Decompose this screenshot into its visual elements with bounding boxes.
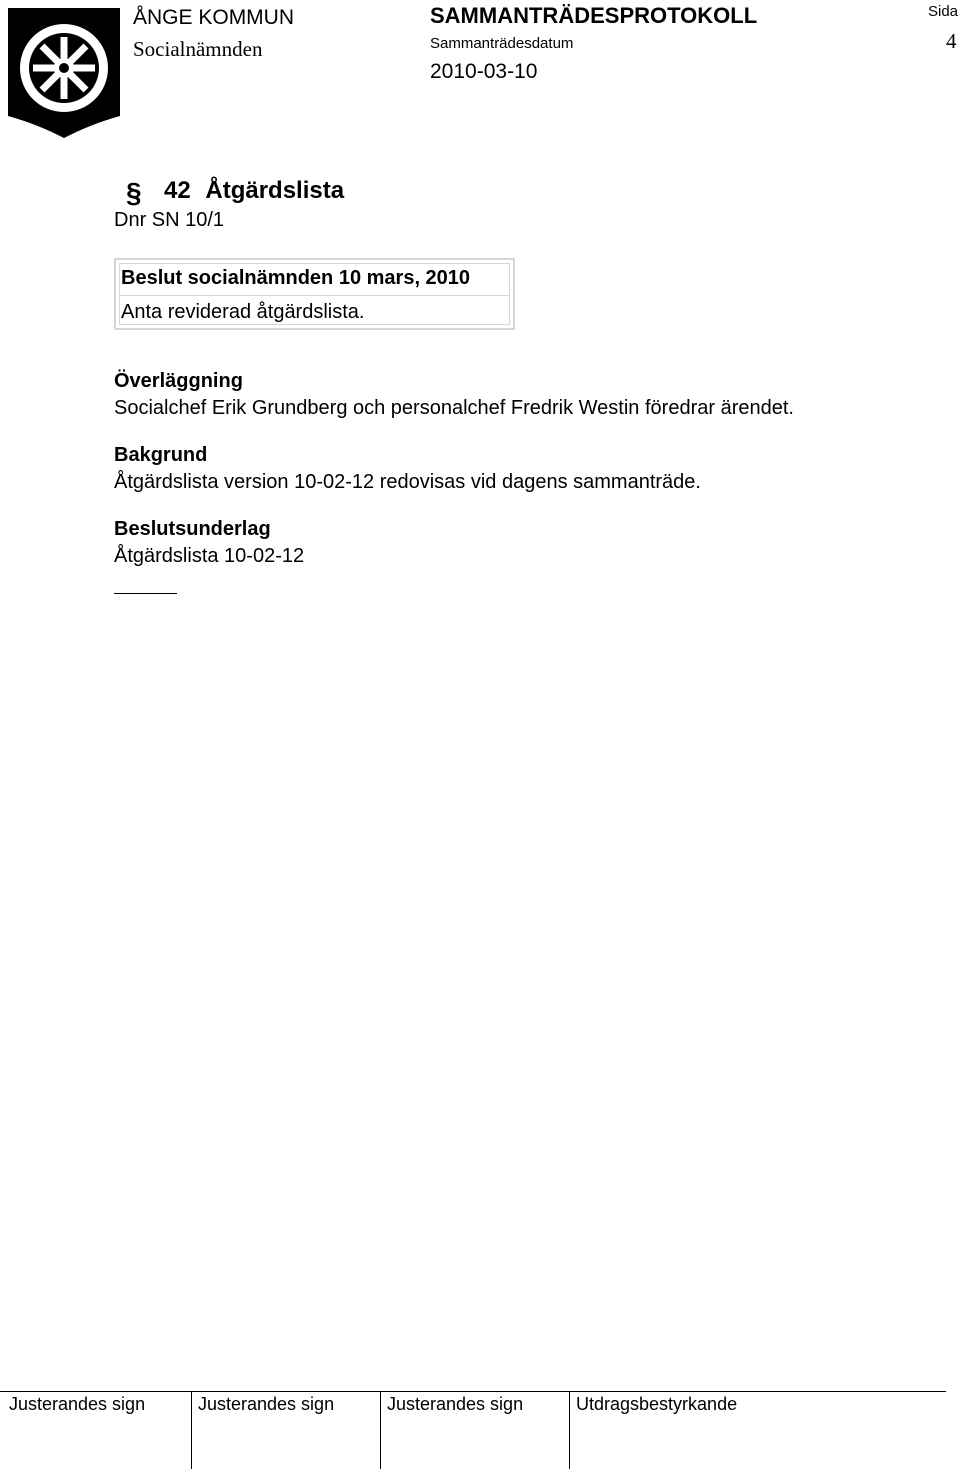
municipality-name: ÅNGE KOMMUN (133, 6, 295, 29)
meeting-date-label: Sammanträdesdatum (430, 35, 574, 52)
section-heading-decision-basis: Beslutsunderlag (114, 518, 271, 540)
case-number: Dnr SN 10/1 (114, 209, 225, 231)
document-title: SAMMANTRÄDESPROTOKOLL (430, 3, 758, 28)
end-rule (114, 593, 177, 594)
wheel-coat-of-arms-icon (6, 6, 122, 140)
footer-label-certification: Utdragsbestyrkande (576, 1394, 738, 1414)
paragraph-sign: § (126, 177, 142, 208)
section-text-background: Åtgärdslista version 10-02-12 redovisas vid dagens sammanträde. (114, 471, 701, 493)
department-name: Socialnämnden (133, 37, 263, 61)
paragraph-title: 42 Åtgärdslista (164, 177, 345, 204)
decision-box-divider (119, 295, 510, 296)
decision-text: Anta reviderad åtgärdslista. (121, 301, 365, 323)
footer-label-sign-2: Justerandes sign (198, 1394, 335, 1414)
section-text-deliberation: Socialchef Erik Grundberg och personalchef Fredrik Westin föredrar ärendet. (114, 397, 794, 419)
page-label: Sida (928, 3, 959, 20)
meeting-date-value: 2010-03-10 (430, 60, 538, 83)
footer-label-sign-3: Justerandes sign (387, 1394, 524, 1414)
decision-heading: Beslut socialnämnden 10 mars, 2010 (121, 267, 471, 289)
section-heading-deliberation: Överläggning (114, 370, 243, 392)
section-text-decision-basis: Åtgärdslista 10-02-12 (114, 545, 305, 567)
section-heading-background: Bakgrund (114, 444, 208, 466)
footer-label-sign-1: Justerandes sign (9, 1394, 146, 1414)
page-number: 4 (946, 29, 957, 53)
